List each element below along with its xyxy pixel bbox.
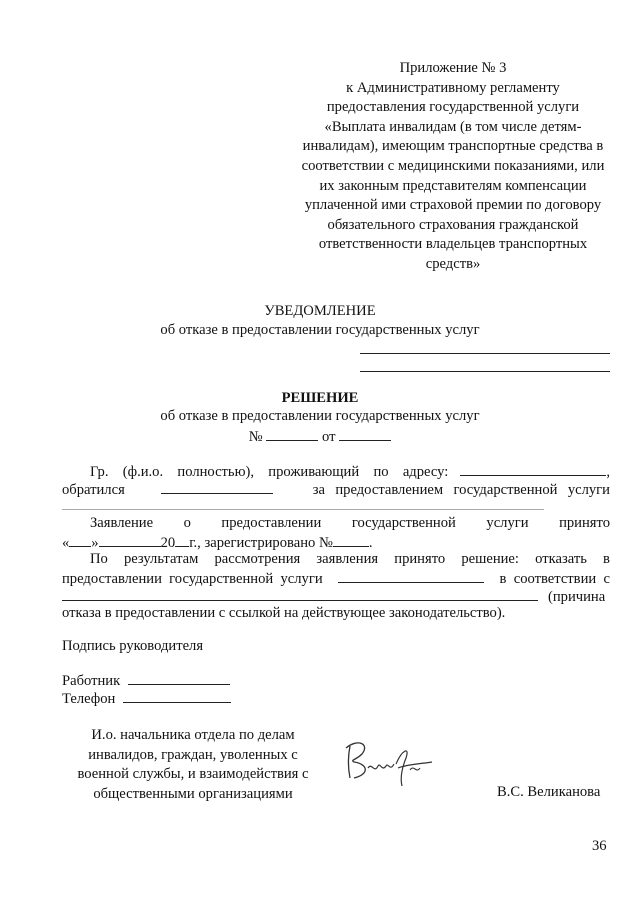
appendix-line: инвалидам), имеющим транспортные средства в xyxy=(302,138,604,155)
year-prefix: 20 xyxy=(160,535,176,551)
accordance-text: в соответствии с xyxy=(499,571,610,587)
body-word: Гр. xyxy=(90,464,109,480)
body-word: результатам xyxy=(123,551,199,567)
body-word: услуги xyxy=(567,482,610,498)
position-line: И.о. начальника отдела по делам xyxy=(91,727,295,743)
appendix-line: «Выплата инвалидам (в том числе детям- xyxy=(324,118,582,135)
year-blank xyxy=(175,533,189,547)
body-line-3 xyxy=(90,515,610,532)
body-word: рассмотрения xyxy=(214,551,301,567)
number-label: № xyxy=(248,429,263,445)
body-word: услуги xyxy=(486,515,529,531)
day-blank xyxy=(69,533,91,547)
body-word: принято xyxy=(559,515,610,531)
period: . xyxy=(368,535,373,551)
addressee-line xyxy=(360,353,610,354)
body-word: предоставлением xyxy=(335,482,444,498)
worker-blank xyxy=(128,671,230,685)
decision-title: РЕШЕНИЕ xyxy=(281,390,359,406)
appendix-line: к Административному регламенту xyxy=(346,79,560,96)
open-quote: « xyxy=(62,535,70,551)
appendix-line: их законным представителям компенсации xyxy=(319,177,587,194)
body-word: принято xyxy=(394,551,446,567)
comma: , xyxy=(606,464,610,480)
notice-subtitle: об отказе в предоставлении государственных услуг xyxy=(160,322,480,338)
body-line-1 xyxy=(90,462,610,481)
date-label: от xyxy=(322,429,336,445)
appendix-line: Приложение № 3 xyxy=(399,60,507,76)
body-line-4 xyxy=(62,533,610,552)
body-word: государственной xyxy=(351,515,456,531)
body-word: о xyxy=(183,515,191,531)
phone-label: Телефон xyxy=(62,691,116,707)
position-line: общественными организациями xyxy=(93,785,293,802)
body-word: (ф.и.о. xyxy=(122,464,164,480)
body-line-7 xyxy=(62,587,610,606)
appendix-line: предоставления государственной услуги xyxy=(326,99,580,116)
body-word: по xyxy=(373,464,389,480)
appendix-line: средств» xyxy=(425,255,481,272)
body-word: отказать xyxy=(535,551,587,567)
appendix-header xyxy=(272,59,634,275)
phone-line xyxy=(62,689,610,708)
body-word: По xyxy=(90,551,108,567)
service-name-line xyxy=(62,509,544,510)
position-line: военной службы, и взаимодействия с xyxy=(77,766,309,783)
registration-number-blank xyxy=(333,533,369,547)
page-number: 36 xyxy=(592,838,607,854)
registered-text: г., зарегистрировано № xyxy=(189,535,333,551)
body-line-2 xyxy=(62,480,610,499)
decision-number-line xyxy=(0,427,640,446)
body-line-6 xyxy=(62,569,610,588)
service-text: предоставлении государственной услуги xyxy=(62,571,323,587)
service-blank xyxy=(161,480,273,494)
service-blank-2 xyxy=(338,569,484,583)
body-word: полностью), xyxy=(177,464,254,480)
appendix-line: ответственности владельцев транспортных xyxy=(318,236,588,253)
appendix-line: обязательного страхования гражданской xyxy=(327,216,579,233)
notice-title: УВЕДОМЛЕНИЕ xyxy=(264,303,376,319)
signatory-position xyxy=(58,726,328,804)
reason-label: (причина xyxy=(548,589,606,605)
body-line-5 xyxy=(90,551,610,568)
appendix-line: уплаченной ими страховой премии по договору xyxy=(304,197,602,214)
body-word: предоставлении xyxy=(221,515,322,531)
decision-subtitle: об отказе в предоставлении государственных услуг xyxy=(160,408,480,424)
worker-label: Работник xyxy=(62,673,121,689)
address-blank xyxy=(460,462,606,476)
applied-label: обратился xyxy=(62,482,125,498)
body-word: государственной xyxy=(453,482,558,498)
appendix-line: соответствии с медицинскими показаниями, или xyxy=(301,157,605,174)
number-blank xyxy=(266,427,318,441)
body-word: в xyxy=(603,551,610,567)
month-blank xyxy=(99,533,161,547)
head-signature-label: Подпись руководителя xyxy=(62,638,204,654)
body-line-8: отказа в предоставлении с ссылкой на действующее законодательство). xyxy=(62,605,506,621)
body-word: адресу: xyxy=(402,464,449,480)
body-word: за xyxy=(312,482,326,498)
worker-line xyxy=(62,671,610,690)
body-word: проживающий xyxy=(268,464,360,480)
position-line: инвалидов, граждан, уволенных с xyxy=(88,746,298,763)
body-word: Заявление xyxy=(90,515,154,531)
addressee-line xyxy=(360,371,610,372)
signatory-name: В.С. Великанова xyxy=(497,784,601,800)
reason-blank xyxy=(62,587,538,601)
handwritten-signature xyxy=(340,734,436,790)
body-word: заявления xyxy=(316,551,379,567)
body-word: решение: xyxy=(461,551,519,567)
date-blank xyxy=(339,427,391,441)
phone-blank xyxy=(123,689,231,703)
close-quote: » xyxy=(91,535,99,551)
